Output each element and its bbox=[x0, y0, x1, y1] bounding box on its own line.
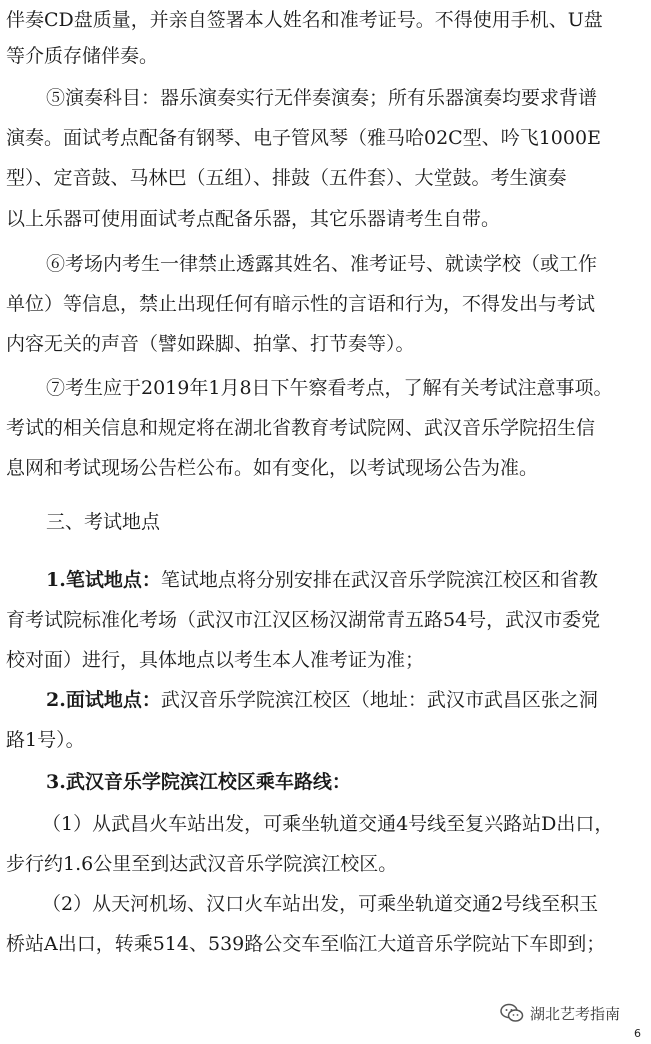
text-segment: 武汉音乐学院滨江校区（地址：武汉市武昌区张之洞 bbox=[160, 689, 598, 711]
paragraph-item-6 bbox=[0, 244, 651, 365]
text-line: 路1号）。 bbox=[6, 729, 85, 752]
text-line: 单位）等信息，禁止出现任何有暗示性的言语和行为，不得发出与考试 bbox=[6, 293, 596, 316]
text-line: 息网和考试现场公告栏公布。如有变化，以考试现场公告为准。 bbox=[6, 457, 539, 480]
text-line: 型）、定音鼓、马林巴（五组）、排鼓（五件套）、大堂鼓。考生演奏 bbox=[6, 167, 567, 190]
text-line: 伴奏CD盘质量，并亲自签署本人姓名和准考证号。不得使用手机、U盘 bbox=[6, 9, 603, 31]
text-line: 以上乐器可使用面试考点配备乐器，其它乐器请考生自带。 bbox=[6, 207, 501, 230]
text-line: 内容无关的声音（譬如跺脚、拍掌、打节奏等）。 bbox=[6, 333, 415, 356]
wechat-icon bbox=[500, 1002, 524, 1024]
text-line: ⑦考生应于2019年1月8日下午察看考点，了解有关考试注意事项。 bbox=[46, 377, 613, 399]
written-location-label: 1.笔试地点： bbox=[46, 569, 161, 591]
watermark bbox=[500, 1000, 620, 1026]
paragraph-interview-location bbox=[0, 680, 651, 760]
paragraph-written-location bbox=[0, 560, 651, 681]
text-line: 桥站A出口，转乘514、539路公交车至临江大道音乐学院站下车即到； bbox=[6, 933, 606, 956]
text-line: 步行约1.6公里至到达武汉音乐学院滨江校区。 bbox=[6, 853, 398, 876]
text-line: 校对面）进行，具体地点以考生本人准考证为准； bbox=[6, 649, 425, 672]
text-line: 演奏。面试考点配备有钢琴、电子管风琴（雅马哈02C型、吟飞1000E bbox=[6, 127, 601, 150]
text-line: （1）从武昌火车站出发，可乘坐轨道交通4号线至复兴路站D出口， bbox=[42, 813, 614, 835]
watermark-text: 湖北艺考指南 bbox=[530, 1004, 621, 1023]
paragraph-item-5 bbox=[0, 78, 651, 239]
paragraph-route-1 bbox=[0, 804, 651, 884]
text-line: ⑥考场内考生一律禁止透露其姓名、准考证号、就读学校（或工作 bbox=[46, 253, 598, 275]
text-segment: 笔试地点将分别安排在武汉音乐学院滨江校区和省教 bbox=[160, 569, 598, 591]
interview-location-label: 2.面试地点： bbox=[46, 689, 161, 711]
text-line: 育考试院标准化考场（武汉市江汉区杨汉湖常青五路54号，武汉市委党 bbox=[6, 609, 601, 632]
text-line: 等介质存储伴奏。 bbox=[6, 45, 159, 67]
text-line: 考试的相关信息和规定将在湖北省教育考试院网、武汉音乐学院招生信 bbox=[6, 417, 596, 440]
text-line: （2）从天河机场、汉口火车站出发，可乘坐轨道交通2号线至积玉 bbox=[42, 893, 599, 915]
section-heading: 三、考试地点 bbox=[46, 511, 161, 533]
route-title: 3.武汉音乐学院滨江校区乘车路线： bbox=[46, 771, 351, 793]
paragraph-route-2 bbox=[0, 884, 651, 964]
text-line: ⑤演奏科目：器乐演奏实行无伴奏演奏；所有乐器演奏均要求背谱 bbox=[46, 87, 598, 109]
page-number: 6 bbox=[634, 1027, 641, 1040]
paragraph-item-7 bbox=[0, 368, 651, 489]
